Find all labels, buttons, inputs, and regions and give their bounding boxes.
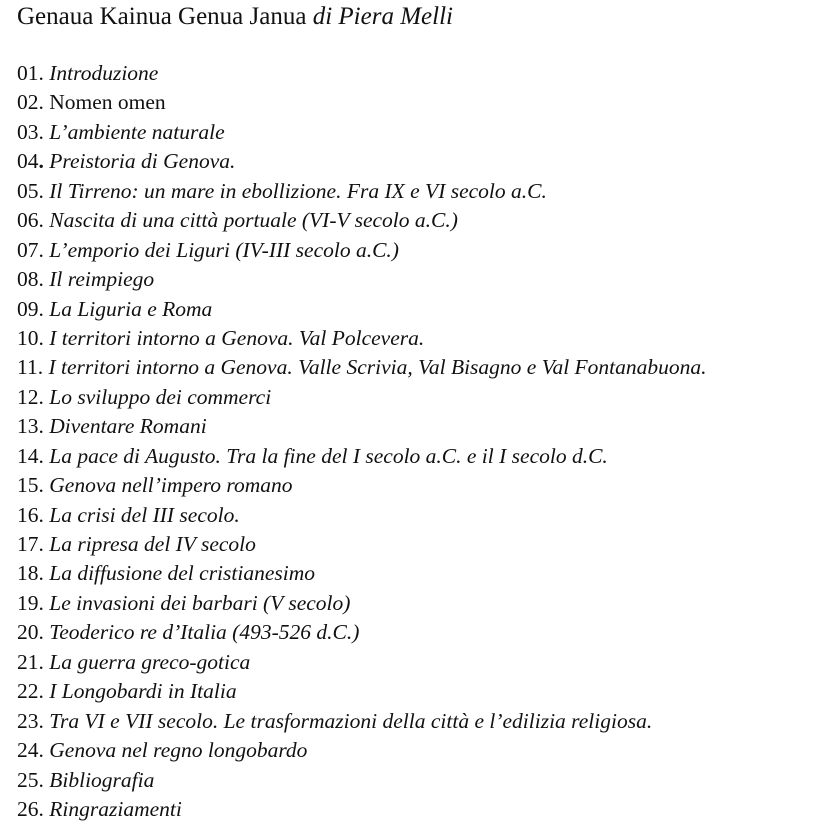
toc-entry-separator: . <box>38 620 44 645</box>
toc-entry <box>17 707 707 736</box>
toc-entry-title: Tra VI e VII secolo. Le trasformazioni della città e l’edilizia religiosa. <box>49 708 653 733</box>
toc-entry-title: Il Tirreno: un mare in ebollizione. Fra IX e VI secolo a.C. <box>49 178 547 203</box>
toc-entry <box>17 766 707 795</box>
toc-entry-number-digits: 12 <box>17 384 39 409</box>
toc-entry-title: La diffusione del cristianesimo <box>49 561 316 586</box>
toc-entry-separator: . <box>38 325 44 350</box>
toc-entry-title: I territori intorno a Genova. Val Polcevera. <box>49 325 425 350</box>
toc-entry <box>17 736 707 765</box>
toc-entry <box>17 677 707 706</box>
title-text: Genaua Kainua Genua Janua <box>17 3 307 30</box>
toc-entry <box>17 177 707 206</box>
toc-entry <box>17 618 707 647</box>
toc-entry <box>17 559 707 588</box>
toc-entry-number <box>17 650 44 674</box>
toc-entry-number-digits: 11 <box>17 355 38 380</box>
toc-entry-separator: . <box>38 708 44 733</box>
toc-entry <box>17 442 707 471</box>
toc-entry-separator: . <box>38 90 44 115</box>
toc-entry-title: Il reimpiego <box>49 267 155 292</box>
toc-entry-title: Introduzione <box>49 61 159 85</box>
title-by: di <box>312 3 333 30</box>
toc-entry-separator: . <box>38 649 44 674</box>
toc-entry <box>17 59 707 88</box>
toc-entry-title: La pace di Augusto. Tra la fine del I secolo a.C. e il I secolo d.C. <box>49 443 608 468</box>
toc-entry-number <box>17 267 44 291</box>
toc-entry-separator: . <box>38 384 44 409</box>
toc-entry-separator: . <box>38 237 44 262</box>
toc-entry <box>17 88 707 117</box>
toc-entry-number-digits: 22 <box>17 679 39 704</box>
toc-entry-number <box>17 620 44 644</box>
toc-entry-title: Le invasioni dei barbari (V secolo) <box>49 590 351 615</box>
title-author: Piera Melli <box>338 3 453 30</box>
toc-entry-number-digits: 17 <box>17 532 39 556</box>
toc-entry-title: La guerra greco-gotica <box>49 649 251 674</box>
toc-entry-title: Ringraziamenti <box>49 796 182 821</box>
toc-entry <box>17 383 707 412</box>
toc-entry-number-digits: 04 <box>17 149 39 174</box>
toc-entry-separator: . <box>38 532 44 556</box>
toc-entry-title: Teoderico re d’Italia (493-526 d.C.) <box>49 620 360 645</box>
toc-entry-number-digits: 20 <box>17 620 39 645</box>
toc-entry-separator: . <box>38 296 44 321</box>
toc-entry <box>17 648 707 677</box>
toc-entry-number <box>17 473 44 497</box>
toc-entry <box>17 206 707 235</box>
toc-entry-number <box>17 679 44 703</box>
toc-entry-number <box>17 61 44 85</box>
toc-entry <box>17 589 707 618</box>
toc-entry-separator: . <box>38 473 44 498</box>
document-page <box>17 0 829 821</box>
toc-entry-separator: . <box>38 119 44 144</box>
toc-entry-separator: . <box>38 679 44 704</box>
toc-entry-number-digits: 15 <box>17 473 39 498</box>
toc-entry <box>17 353 707 382</box>
toc-entry-number <box>17 561 44 585</box>
toc-entry-separator: . <box>38 796 44 821</box>
toc-entry-number <box>17 90 44 114</box>
toc-entry-number <box>17 591 44 615</box>
toc-entry <box>17 295 707 324</box>
toc-entry-title: Nomen omen <box>49 90 166 115</box>
toc-entry-number-digits: 02 <box>17 90 39 115</box>
toc-entry-number-digits: 16 <box>17 502 39 527</box>
toc-entry-number <box>17 738 44 762</box>
toc-entry-number-digits: 10 <box>17 325 39 350</box>
table-of-contents <box>17 59 707 824</box>
toc-entry-number <box>17 297 44 321</box>
toc-entry-title: La Liguria e Roma <box>49 296 213 321</box>
toc-entry-separator: . <box>38 561 44 586</box>
toc-entry-number <box>17 709 44 733</box>
toc-entry-separator: . <box>38 738 44 763</box>
toc-entry-title: Diventare Romani <box>49 414 207 439</box>
toc-entry-number <box>17 532 44 556</box>
toc-entry-separator: . <box>38 502 44 527</box>
toc-entry-number-digits: 25 <box>17 767 39 792</box>
toc-entry-number <box>17 149 44 173</box>
toc-entry-number <box>17 120 44 144</box>
toc-entry <box>17 324 707 353</box>
toc-entry-title: L’emporio dei Liguri (IV-III secolo a.C.) <box>49 237 399 262</box>
toc-entry <box>17 412 707 441</box>
toc-entry-number-digits: 07 <box>17 237 39 262</box>
toc-entry-number-digits: 26 <box>17 796 39 821</box>
toc-entry-separator: . <box>38 208 44 233</box>
toc-entry-separator: . <box>38 767 44 792</box>
toc-entry-title: Lo sviluppo dei commerci <box>49 384 272 409</box>
toc-entry-number <box>17 179 44 203</box>
toc-entry-separator: . <box>38 267 44 292</box>
toc-entry-number <box>17 238 44 262</box>
toc-entry-separator: . <box>37 355 44 380</box>
toc-entry-number <box>17 797 44 821</box>
toc-entry-number <box>17 208 44 232</box>
toc-entry-title: Genova nel regno longobardo <box>49 738 308 763</box>
toc-entry-separator: . <box>38 443 44 468</box>
toc-entry-title: La ripresa del IV secolo <box>49 532 256 556</box>
toc-entry <box>17 118 707 147</box>
toc-entry-separator: . <box>38 149 44 174</box>
toc-entry <box>17 236 707 265</box>
toc-entry <box>17 147 707 176</box>
toc-entry-separator: . <box>38 61 44 85</box>
toc-entry-number-digits: 14 <box>17 443 39 468</box>
toc-entry-number-digits: 05 <box>17 178 39 203</box>
toc-entry <box>17 471 707 500</box>
toc-entry-number <box>17 355 43 379</box>
toc-entry-number-digits: 13 <box>17 414 39 439</box>
toc-entry-title: Preistoria di Genova. <box>49 149 236 174</box>
toc-entry-title: Bibliografia <box>49 767 155 792</box>
toc-entry-number <box>17 326 44 350</box>
toc-entry-title: I territori intorno a Genova. Valle Scrivia, Val Bisagno e Val Fontanabuona. <box>48 355 707 380</box>
toc-entry <box>17 530 707 559</box>
toc-entry-separator: . <box>38 590 44 615</box>
toc-entry-number-digits: 03 <box>17 119 39 144</box>
toc-entry-number-digits: 06 <box>17 208 39 233</box>
toc-entry-number <box>17 444 44 468</box>
toc-entry-number <box>17 385 44 409</box>
toc-entry-title: I Longobardi in Italia <box>49 679 237 704</box>
toc-entry <box>17 501 707 530</box>
document-title <box>17 0 829 33</box>
toc-entry-number <box>17 768 44 792</box>
toc-entry <box>17 795 707 824</box>
toc-entry <box>17 265 707 294</box>
toc-entry-title: La crisi del III secolo. <box>49 502 240 527</box>
toc-entry-number-digits: 01 <box>17 61 39 85</box>
toc-entry-number-digits: 23 <box>17 708 39 733</box>
toc-entry-number <box>17 503 44 527</box>
toc-entry-number-digits: 18 <box>17 561 39 586</box>
toc-entry-number-digits: 09 <box>17 296 39 321</box>
toc-entry-number-digits: 08 <box>17 267 39 292</box>
toc-entry-number-digits: 19 <box>17 590 39 615</box>
toc-entry-title: L’ambiente naturale <box>49 119 225 144</box>
toc-entry-title: Genova nell’impero romano <box>49 473 293 498</box>
toc-entry-number-digits: 21 <box>17 649 39 674</box>
toc-entry-title: Nascita di una città portuale (VI-V secolo a.C.) <box>49 208 458 233</box>
toc-entry-number <box>17 414 44 438</box>
toc-entry-number-digits: 24 <box>17 738 39 763</box>
toc-entry-separator: . <box>38 178 44 203</box>
toc-entry-separator: . <box>38 414 44 439</box>
